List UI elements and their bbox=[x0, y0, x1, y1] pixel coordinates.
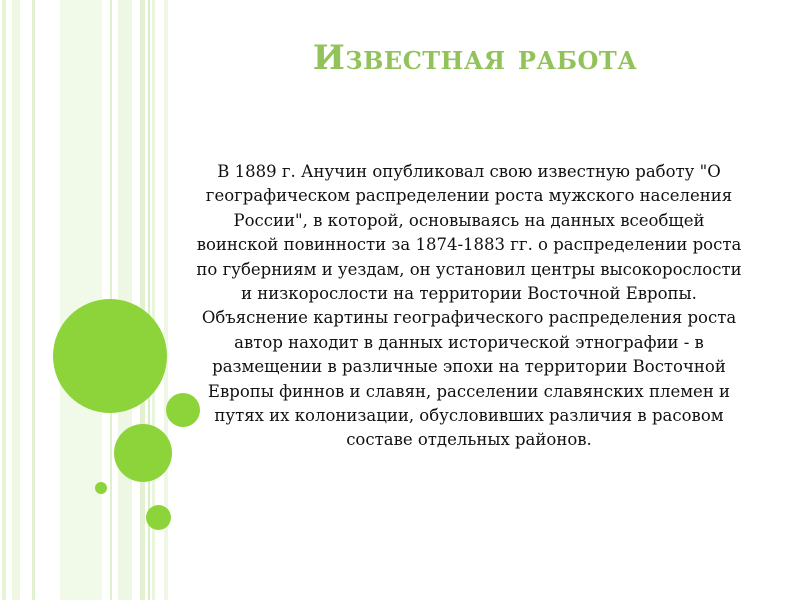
small-circle-decoration bbox=[166, 393, 200, 427]
large-circle-decoration bbox=[53, 299, 167, 413]
tiny-circle-decoration bbox=[95, 482, 107, 494]
decorative-stripe bbox=[12, 0, 20, 600]
small-circle-decoration bbox=[146, 505, 171, 530]
slide-body-text: В 1889 г. Анучин опубликовал свою известную работу "О географическом распределении роста мужского населения России", в которой, основываясь на данных всеобщей воинской повинности за 1874-1883 гг. о распределении роста по губерниям и уездам, он установил центры высокорослости и низкорослости на территории Восточной Европы. Объяснение картины географического распределения роста автор находит в данных исторической этнографии - в размещении в различные эпохи на территории Восточной Европы финнов и славян, расселении славянских племен и путях их колонизации, обусловивших различия в расовом составе отдельных районов. bbox=[196, 162, 742, 450]
decorative-stripe bbox=[32, 0, 35, 600]
decorative-stripe bbox=[140, 0, 145, 600]
slide-title: Известная работа bbox=[312, 38, 638, 78]
decorative-stripe bbox=[2, 0, 6, 600]
medium-circle-decoration bbox=[114, 424, 172, 482]
